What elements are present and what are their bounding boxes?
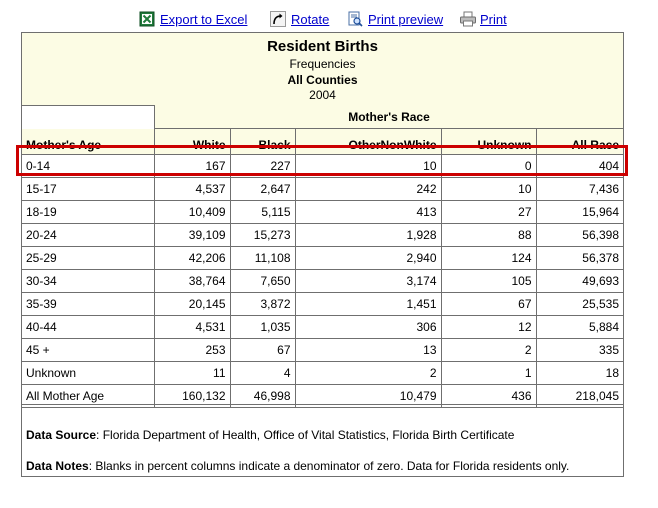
data-source-note: [26, 428, 514, 442]
row-age-label: 20-24: [22, 223, 154, 246]
report-panel: [21, 32, 624, 477]
table-row: [22, 246, 623, 269]
cell-all-race: 56,378: [536, 246, 623, 269]
cell-black: 1,035: [230, 315, 295, 338]
export-excel-label[interactable]: Export to Excel: [160, 11, 248, 27]
excel-icon: [139, 11, 155, 27]
cell-all-race: 25,535: [536, 292, 623, 315]
print-button[interactable]: [459, 11, 507, 27]
cell-othernonwhite: 242: [295, 177, 441, 200]
cell-black: 3,872: [230, 292, 295, 315]
report-title: Resident Births: [267, 38, 378, 55]
cell-white: 42,206: [154, 246, 230, 269]
cell-white: 20,145: [154, 292, 230, 315]
cell-black: 227: [230, 154, 295, 177]
report-year: 2004: [309, 88, 336, 102]
row-age-label: 45 +: [22, 338, 154, 361]
cell-othernonwhite: 413: [295, 200, 441, 223]
cell-unknown: 436: [441, 384, 536, 407]
cell-black: 11,108: [230, 246, 295, 269]
cell-all-race: 15,964: [536, 200, 623, 223]
column-header-age: Mother's Age: [22, 129, 154, 154]
cell-unknown: 88: [441, 223, 536, 246]
cell-all-race: 18: [536, 361, 623, 384]
column-header-black: Black: [230, 129, 295, 154]
report-header: [22, 33, 623, 106]
cell-othernonwhite: 10,479: [295, 384, 441, 407]
row-age-label: 0-14: [22, 154, 154, 177]
data-notes-text: : Blanks in percent columns indicate a denominator of zero. Data for Florida residents only.: [88, 459, 570, 473]
cell-white: 160,132: [154, 384, 230, 407]
rotate-label[interactable]: Rotate: [291, 11, 330, 27]
cell-all-race: 218,045: [536, 384, 623, 407]
cell-othernonwhite: 2,940: [295, 246, 441, 269]
column-header-othernonwhite: OtherNonWhite: [295, 129, 441, 154]
table-row: [22, 154, 623, 177]
data-notes-label: Data Notes: [26, 459, 89, 473]
race-group-header: Mother's Race: [154, 105, 623, 129]
cell-othernonwhite: 10: [295, 154, 441, 177]
column-header-white: White: [154, 129, 230, 154]
row-age-label: 40-44: [22, 315, 154, 338]
cell-white: 167: [154, 154, 230, 177]
column-header-row: [22, 129, 623, 154]
cell-black: 2,647: [230, 177, 295, 200]
table-row: [22, 338, 623, 361]
cell-all-race: 7,436: [536, 177, 623, 200]
cell-all-race: 404: [536, 154, 623, 177]
report-county: All Counties: [287, 73, 358, 87]
table-row: [22, 292, 623, 315]
cell-black: 4: [230, 361, 295, 384]
report-notes: [22, 404, 623, 477]
cell-white: 11: [154, 361, 230, 384]
cell-unknown: 12: [441, 315, 536, 338]
column-header-unknown: Unknown: [441, 129, 536, 154]
print-label[interactable]: Print: [480, 11, 507, 27]
print-preview-label[interactable]: Print preview: [368, 11, 444, 27]
cell-all-race: 5,884: [536, 315, 623, 338]
cell-white: 39,109: [154, 223, 230, 246]
export-excel-button[interactable]: [139, 11, 247, 27]
cell-unknown: 0: [441, 154, 536, 177]
row-age-label: 35-39: [22, 292, 154, 315]
cell-othernonwhite: 13: [295, 338, 441, 361]
cell-black: 5,115: [230, 200, 295, 223]
cell-black: 46,998: [230, 384, 295, 407]
row-age-label: Unknown: [22, 361, 154, 384]
column-header-all-race: All Race: [536, 129, 623, 154]
cell-othernonwhite: 1,928: [295, 223, 441, 246]
cell-othernonwhite: 2: [295, 361, 441, 384]
table-row: [22, 200, 623, 223]
cell-othernonwhite: 1,451: [295, 292, 441, 315]
report-toolbar: [0, 11, 658, 31]
print-preview-button[interactable]: [347, 11, 443, 27]
rotate-button[interactable]: [270, 11, 329, 27]
cell-unknown: 124: [441, 246, 536, 269]
data-source-text: : Florida Department of Health, Office of Vital Statistics, Florida Birth Certificate: [96, 428, 515, 442]
table-row: [22, 177, 623, 200]
cell-black: 7,650: [230, 269, 295, 292]
cell-unknown: 67: [441, 292, 536, 315]
table-row: [22, 315, 623, 338]
data-notes-note: [26, 459, 569, 473]
cell-othernonwhite: 306: [295, 315, 441, 338]
cell-white: 253: [154, 338, 230, 361]
table-row: [22, 223, 623, 246]
cell-black: 15,273: [230, 223, 295, 246]
cell-white: 10,409: [154, 200, 230, 223]
row-age-label: All Mother Age: [22, 384, 154, 407]
table-row: [22, 361, 623, 384]
data-source-label: Data Source: [26, 428, 97, 442]
cell-white: 4,531: [154, 315, 230, 338]
cell-unknown: 1: [441, 361, 536, 384]
cell-black: 67: [230, 338, 295, 361]
table-row: [22, 269, 623, 292]
row-age-label: 15-17: [22, 177, 154, 200]
cell-all-race: 49,693: [536, 269, 623, 292]
print-preview-icon: [347, 11, 363, 27]
cell-unknown: 27: [441, 200, 536, 223]
cell-all-race: 56,398: [536, 223, 623, 246]
cell-unknown: 105: [441, 269, 536, 292]
rotate-icon: [270, 11, 286, 27]
row-age-label: 25-29: [22, 246, 154, 269]
row-age-label: 30-34: [22, 269, 154, 292]
cell-othernonwhite: 3,174: [295, 269, 441, 292]
cell-white: 4,537: [154, 177, 230, 200]
cell-white: 38,764: [154, 269, 230, 292]
cell-unknown: 10: [441, 177, 536, 200]
row-age-label: 18-19: [22, 200, 154, 223]
report-subtitle: Frequencies: [289, 57, 356, 71]
births-table: [22, 129, 623, 408]
cell-unknown: 2: [441, 338, 536, 361]
printer-icon: [459, 11, 475, 27]
cell-all-race: 335: [536, 338, 623, 361]
